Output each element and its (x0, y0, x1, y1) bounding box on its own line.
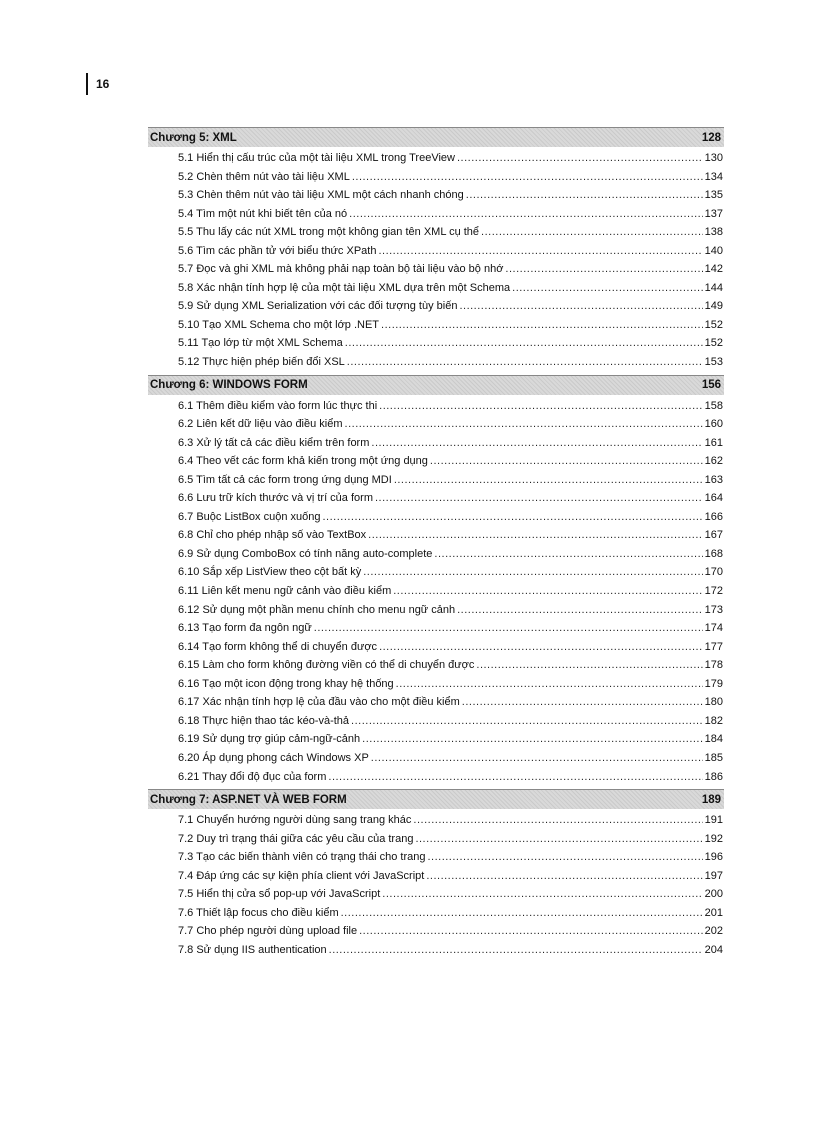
toc-entry-title: 5.12 Thực hiện phép biến đổi XSL (178, 356, 345, 369)
dot-leader (466, 186, 703, 205)
toc-entry[interactable] (148, 149, 724, 168)
dot-leader (481, 223, 703, 242)
toc-entry-page-number: 140 (704, 244, 723, 257)
dot-leader (434, 545, 702, 564)
page-number-rule (86, 73, 88, 95)
toc-entry-title: 5.10 Tạo XML Schema cho một lớp .NET (178, 318, 380, 331)
toc-entry[interactable] (148, 205, 724, 224)
toc-entry[interactable] (148, 885, 724, 904)
toc-entry-page-number: 174 (704, 622, 723, 635)
toc-entry-page-number: 173 (704, 603, 723, 616)
toc-entry-page-number: 152 (704, 318, 723, 331)
toc-entry-page-number: 138 (704, 226, 723, 239)
chapter-group (148, 789, 724, 959)
dot-leader (415, 830, 702, 849)
toc-entry-title: 7.7 Cho phép người dùng upload file (178, 925, 358, 938)
dot-leader (476, 656, 702, 675)
chapter-group (148, 127, 724, 372)
toc-entry[interactable] (148, 186, 724, 205)
dot-leader (375, 489, 703, 508)
chapter-title: Chương 6: WINDOWS FORM (150, 379, 308, 392)
toc-entry-page-number: 184 (704, 733, 723, 746)
dot-leader (328, 768, 702, 787)
toc-entry-title: 6.17 Xác nhận tính hợp lệ của đầu vào cho một điều kiểm (178, 696, 460, 709)
toc-entry-title: 5.5 Thu lấy các nút XML trong một không gian tên XML cụ thể (178, 226, 480, 239)
toc-entry-page-number: 158 (704, 399, 723, 412)
dot-leader (351, 712, 703, 731)
toc-entry[interactable] (148, 452, 724, 471)
toc-entry-page-number: 202 (704, 925, 723, 938)
toc-entry-title: 5.7 Đọc và ghi XML mà không phải nạp toàn bộ tài liệu vào bộ nhớ (178, 263, 504, 276)
toc-entry-title: 6.13 Tạo form đa ngôn ngữ (178, 622, 312, 635)
toc-entry[interactable] (148, 712, 724, 731)
toc-entry[interactable] (148, 471, 724, 490)
toc-entry-title: 6.12 Sử dụng một phần menu chính cho menu ngữ cảnh (178, 603, 456, 616)
chapter-heading[interactable] (148, 127, 724, 147)
dot-leader (457, 149, 703, 168)
dot-leader (347, 353, 703, 372)
toc-entry[interactable] (148, 811, 724, 830)
toc-entry[interactable] (148, 638, 724, 657)
toc-entry-page-number: 149 (704, 300, 723, 313)
dot-leader (345, 415, 703, 434)
toc-entry-page-number: 152 (704, 337, 723, 350)
toc-entry-title: 7.8 Sử dụng IIS authentication (178, 943, 327, 956)
toc-entry-page-number: 200 (704, 888, 723, 901)
chapter-title: Chương 5: XML (150, 131, 237, 144)
toc-entry-page-number: 191 (704, 814, 723, 827)
toc-entry-page-number: 186 (704, 770, 723, 783)
toc-entry[interactable] (148, 922, 724, 941)
toc-entry-title: 6.8 Chỉ cho phép nhập số vào TextBox (178, 529, 367, 542)
toc-entry[interactable] (148, 297, 724, 316)
toc-entry[interactable] (148, 397, 724, 416)
toc-entry-title: 6.3 Xử lý tất cả các điều kiểm trên form (178, 436, 370, 449)
toc-entry[interactable] (148, 526, 724, 545)
chapter-page-number: 128 (701, 131, 721, 144)
toc-entry-page-number: 180 (704, 696, 723, 709)
toc-entry-title: 6.4 Theo vết các form khả kiến trong một ứng dụng (178, 455, 428, 468)
dot-leader (459, 297, 702, 316)
toc-entry-page-number: 196 (704, 851, 723, 864)
toc-entry[interactable] (148, 675, 724, 694)
toc-entry-page-number: 137 (704, 207, 723, 220)
toc-entry[interactable] (148, 260, 724, 279)
toc-entry-page-number: 182 (704, 714, 723, 727)
toc-entry[interactable] (148, 848, 724, 867)
toc-entry-page-number: 172 (704, 585, 723, 598)
dot-leader (512, 279, 703, 298)
toc-entry-title: 6.14 Tạo form không thể di chuyển được (178, 640, 378, 653)
dot-leader (381, 316, 703, 335)
toc-entry[interactable] (148, 316, 724, 335)
dot-leader (345, 334, 703, 353)
dot-leader (379, 638, 703, 657)
dot-leader (352, 168, 703, 187)
chapter-heading[interactable] (148, 375, 724, 395)
toc-entry-title: 6.11 Liên kết menu ngữ cảnh vào điều kiểm (178, 585, 392, 598)
chapter-page-number: 156 (701, 379, 721, 392)
toc-entry[interactable] (148, 168, 724, 187)
toc-entry-page-number: 179 (704, 677, 723, 690)
toc-entry-title: 5.8 Xác nhận tính hợp lệ của một tài liệu XML dựa trên một Schema (178, 281, 511, 294)
toc-entry[interactable] (148, 508, 724, 527)
toc-entry-page-number: 185 (704, 751, 723, 764)
toc-entry-page-number: 163 (704, 473, 723, 486)
dot-leader (378, 242, 702, 261)
toc-entry-title: 7.5 Hiển thị cửa sổ pop-up với JavaScript (178, 888, 381, 901)
toc-entry-title: 6.7 Buộc ListBox cuộn xuống (178, 510, 321, 523)
toc-entry[interactable] (148, 619, 724, 638)
toc-entry[interactable] (148, 749, 724, 768)
toc-entry-title: 5.1 Hiển thị cấu trúc của một tài liệu XML trong TreeView (178, 152, 455, 164)
toc-entry-page-number: 201 (704, 906, 723, 919)
toc-entry-page-number: 164 (704, 492, 723, 505)
dot-leader (322, 508, 702, 527)
dot-leader (413, 811, 702, 830)
toc-entry-page-number: 135 (704, 189, 723, 202)
toc-entry[interactable] (148, 563, 724, 582)
page-number: 16 (96, 77, 110, 91)
toc-entry-page-number: 134 (704, 170, 723, 183)
toc-entry-title: 6.9 Sử dụng ComboBox có tính năng auto-complete (178, 547, 433, 560)
toc-entry-page-number: 142 (704, 263, 723, 276)
toc-entry-page-number: 178 (704, 659, 723, 672)
toc-entry-page-number: 160 (704, 418, 723, 431)
dot-leader (426, 867, 702, 886)
dot-leader (359, 922, 703, 941)
toc-entry-page-number: 168 (704, 547, 723, 560)
dot-leader (393, 582, 702, 601)
toc-entry-title: 6.19 Sử dụng trợ giúp cảm-ngữ-cảnh (178, 733, 361, 746)
toc-entry[interactable] (148, 601, 724, 620)
toc-entry-title: 5.4 Tìm một nút khi biết tên của nó (178, 207, 348, 220)
toc-entry-page-number: 153 (704, 356, 723, 369)
toc-entry-title: 7.6 Thiết lập focus cho điều kiểm (178, 906, 339, 919)
dot-leader (363, 563, 702, 582)
table-of-contents (148, 127, 724, 962)
toc-entry-title: 7.2 Duy trì trạng thái giữa các yêu cầu của trang (178, 832, 414, 845)
toc-entry[interactable] (148, 545, 724, 564)
toc-entry[interactable] (148, 941, 724, 960)
toc-entry[interactable] (148, 334, 724, 353)
toc-entry[interactable] (148, 489, 724, 508)
dot-leader (314, 619, 703, 638)
toc-entry-page-number: 162 (704, 455, 723, 468)
toc-entry[interactable] (148, 768, 724, 787)
toc-entry-page-number: 197 (704, 869, 723, 882)
chapter-title: Chương 7: ASP.NET VÀ WEB FORM (150, 793, 347, 806)
toc-entry-title: 5.3 Chèn thêm nút vào tài liệu XML một cách nhanh chóng (178, 189, 464, 202)
toc-entry[interactable] (148, 582, 724, 601)
toc-entry-title: 6.21 Thay đổi độ đục của form (178, 770, 327, 783)
toc-entry-page-number: 161 (704, 436, 723, 449)
toc-entry[interactable] (148, 353, 724, 372)
toc-entry-title: 7.4 Đáp ứng các sự kiện phía client với JavaScript (178, 869, 425, 882)
dot-leader (505, 260, 702, 279)
toc-entry[interactable] (148, 434, 724, 453)
chapter-group (148, 375, 724, 786)
toc-entry-title: 5.2 Chèn thêm nút vào tài liệu XML (178, 170, 350, 183)
toc-entry-title: 6.15 Làm cho form không đường viền có thể di chuyển được (178, 659, 475, 672)
chapter-heading[interactable] (148, 789, 724, 809)
toc-entry-title: 7.3 Tạo các biến thành viên có trạng thái cho trang (178, 851, 426, 864)
toc-entry-page-number: 204 (704, 943, 723, 956)
toc-entry[interactable] (148, 279, 724, 298)
toc-entry-page-number: 192 (704, 832, 723, 845)
toc-entry-title: 5.9 Sử dụng XML Serialization với các đối tượng tùy biến (178, 300, 458, 313)
toc-entry[interactable] (148, 830, 724, 849)
toc-entry[interactable] (148, 656, 724, 675)
dot-leader (394, 471, 703, 490)
dot-leader (430, 452, 703, 471)
dot-leader (371, 749, 703, 768)
dot-leader (362, 730, 702, 749)
dot-leader (349, 205, 702, 224)
toc-entry-page-number: 166 (704, 510, 723, 523)
toc-entry-title: 6.18 Thực hiện thao tác kéo-và-thả (178, 714, 350, 727)
toc-entry-title: 6.6 Lưu trữ kích thước và vị trí của form (178, 492, 373, 505)
toc-entry-title: 5.6 Tìm các phần tử với biểu thức XPath (178, 244, 377, 257)
toc-entry-title: 6.20 Áp dụng phong cách Windows XP (178, 751, 369, 764)
dot-leader (457, 601, 703, 620)
dot-leader (368, 526, 702, 545)
dot-leader (396, 675, 703, 694)
dot-leader (341, 904, 703, 923)
toc-entry-page-number: 130 (704, 152, 723, 164)
dot-leader (427, 848, 702, 867)
toc-entry-page-number: 144 (704, 281, 723, 294)
toc-entry[interactable] (148, 904, 724, 923)
toc-entry-title: 6.10 Sắp xếp ListView theo cột bất kỳ (178, 566, 362, 579)
toc-entry-title: 7.1 Chuyển hướng người dùng sang trang khác (178, 814, 412, 827)
chapter-page-number: 189 (701, 793, 721, 806)
toc-entry-title: 5.11 Tạo lớp từ một XML Schema (178, 337, 343, 350)
toc-entry-title: 6.16 Tạo một icon động trong khay hệ thống (178, 677, 394, 690)
toc-entry[interactable] (148, 415, 724, 434)
dot-leader (462, 693, 703, 712)
dot-leader (371, 434, 702, 453)
toc-entry[interactable] (148, 730, 724, 749)
toc-entry[interactable] (148, 693, 724, 712)
dot-leader (382, 885, 702, 904)
toc-entry-title: 6.1 Thêm điều kiểm vào form lúc thực thi (178, 399, 378, 412)
toc-entry-page-number: 177 (704, 640, 723, 653)
toc-entry[interactable] (148, 242, 724, 261)
toc-entry[interactable] (148, 867, 724, 886)
toc-entry-page-number: 170 (704, 566, 723, 579)
dot-leader (379, 397, 703, 416)
toc-entry-title: 6.5 Tìm tất cả các form trong ứng dụng MDI (178, 473, 392, 486)
toc-entry[interactable] (148, 223, 724, 242)
dot-leader (329, 941, 703, 960)
toc-entry-title: 6.2 Liên kết dữ liệu vào điều kiểm (178, 418, 343, 431)
toc-entry-page-number: 167 (704, 529, 723, 542)
